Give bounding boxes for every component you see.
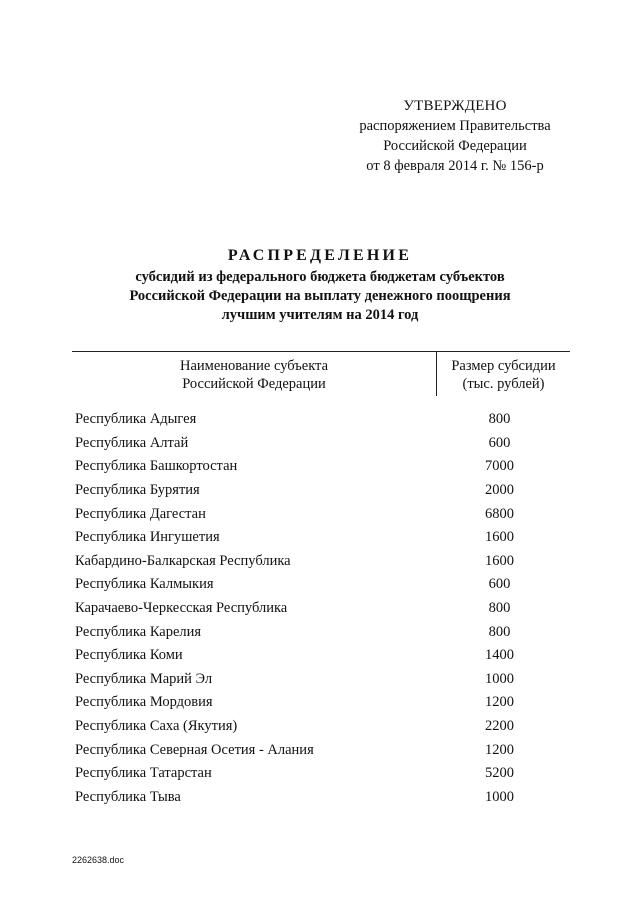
subject-name: Республика Башкортостан bbox=[75, 458, 238, 475]
subject-name: Республика Адыгея bbox=[75, 411, 197, 428]
approval-line-3: от 8 февраля 2014 г. № 156-р bbox=[366, 158, 544, 174]
subsidy-amount: 1600 bbox=[485, 529, 514, 546]
document-title bbox=[60, 246, 580, 325]
column-header-amount-line-2: (тыс. рублей) bbox=[462, 376, 545, 392]
table-row bbox=[72, 762, 570, 786]
subsidy-amount: 6800 bbox=[485, 505, 514, 522]
table-row bbox=[72, 526, 570, 550]
column-header-subject bbox=[72, 352, 436, 396]
approval-line-2: Российской Федерации bbox=[383, 138, 527, 154]
subsidy-amount: 1200 bbox=[485, 741, 514, 758]
table-row bbox=[72, 432, 570, 456]
subject-name: Республика Северная Осетия - Алания bbox=[75, 741, 314, 758]
subsidy-amount: 2000 bbox=[485, 482, 514, 499]
table-row bbox=[72, 597, 570, 621]
table-row bbox=[72, 408, 570, 432]
subject-name: Республика Алтай bbox=[75, 434, 189, 451]
column-header-amount-line-1: Размер субсидии bbox=[451, 358, 556, 374]
subject-name: Республика Бурятия bbox=[75, 482, 200, 499]
approval-block bbox=[340, 96, 570, 176]
table-row bbox=[72, 455, 570, 479]
approval-line-1: распоряжением Правительства bbox=[359, 118, 551, 134]
subsidy-table bbox=[72, 351, 570, 809]
subsidy-amount: 1200 bbox=[485, 694, 514, 711]
subject-name: Республика Калмыкия bbox=[75, 576, 214, 593]
column-header-amount bbox=[436, 352, 570, 396]
subsidy-amount: 800 bbox=[488, 623, 511, 640]
subsidy-amount: 1600 bbox=[485, 552, 514, 569]
title-line-1: субсидий из федерального бюджета бюджетам субъектов bbox=[135, 269, 505, 285]
file-name: 2262638.doc bbox=[72, 855, 125, 865]
subsidy-amount: 1400 bbox=[485, 647, 514, 664]
subject-name: Республика Татарстан bbox=[75, 765, 212, 782]
subject-name: Кабардино-Балкарская Республика bbox=[75, 552, 291, 569]
subject-name: Республика Ингушетия bbox=[75, 529, 220, 546]
table-row bbox=[72, 668, 570, 692]
subsidy-amount: 800 bbox=[488, 411, 511, 428]
subsidy-amount: 600 bbox=[488, 576, 511, 593]
subsidy-amount: 1000 bbox=[485, 788, 514, 805]
column-header-subject-line-1: Наименование субъекта bbox=[179, 358, 329, 374]
table-row bbox=[72, 738, 570, 762]
approval-heading: УТВЕРЖДЕНО bbox=[403, 98, 507, 114]
title-line-3: лучшим учителям на 2014 год bbox=[221, 307, 419, 323]
table-row bbox=[72, 715, 570, 739]
table-row bbox=[72, 620, 570, 644]
subsidy-amount: 1000 bbox=[485, 670, 514, 687]
table-header bbox=[72, 351, 570, 396]
table-row bbox=[72, 502, 570, 526]
table-row bbox=[72, 786, 570, 810]
title-main: РАСПРЕДЕЛЕНИЕ bbox=[227, 247, 413, 264]
table-row bbox=[72, 573, 570, 597]
title-line-2: Российской Федерации на выплату денежного поощрения bbox=[129, 288, 511, 304]
subsidy-amount: 5200 bbox=[485, 765, 514, 782]
subject-name: Республика Карелия bbox=[75, 623, 202, 640]
table-row bbox=[72, 691, 570, 715]
subsidy-amount: 7000 bbox=[485, 458, 514, 475]
subject-name: Республика Саха (Якутия) bbox=[75, 718, 238, 735]
subject-name: Республика Дагестан bbox=[75, 505, 206, 522]
column-header-subject-line-2: Российской Федерации bbox=[182, 376, 326, 392]
subject-name: Республика Тыва bbox=[75, 788, 181, 805]
subsidy-amount: 600 bbox=[488, 434, 511, 451]
subject-name: Республика Марий Эл bbox=[75, 670, 213, 687]
table-row bbox=[72, 479, 570, 503]
table-row bbox=[72, 550, 570, 574]
subject-name: Республика Коми bbox=[75, 647, 183, 664]
subject-name: Карачаево-Черкесская Республика bbox=[75, 600, 288, 617]
table-body bbox=[72, 408, 570, 809]
table-row bbox=[72, 644, 570, 668]
subject-name: Республика Мордовия bbox=[75, 694, 213, 711]
subsidy-amount: 2200 bbox=[485, 718, 514, 735]
subsidy-amount: 800 bbox=[488, 600, 511, 617]
